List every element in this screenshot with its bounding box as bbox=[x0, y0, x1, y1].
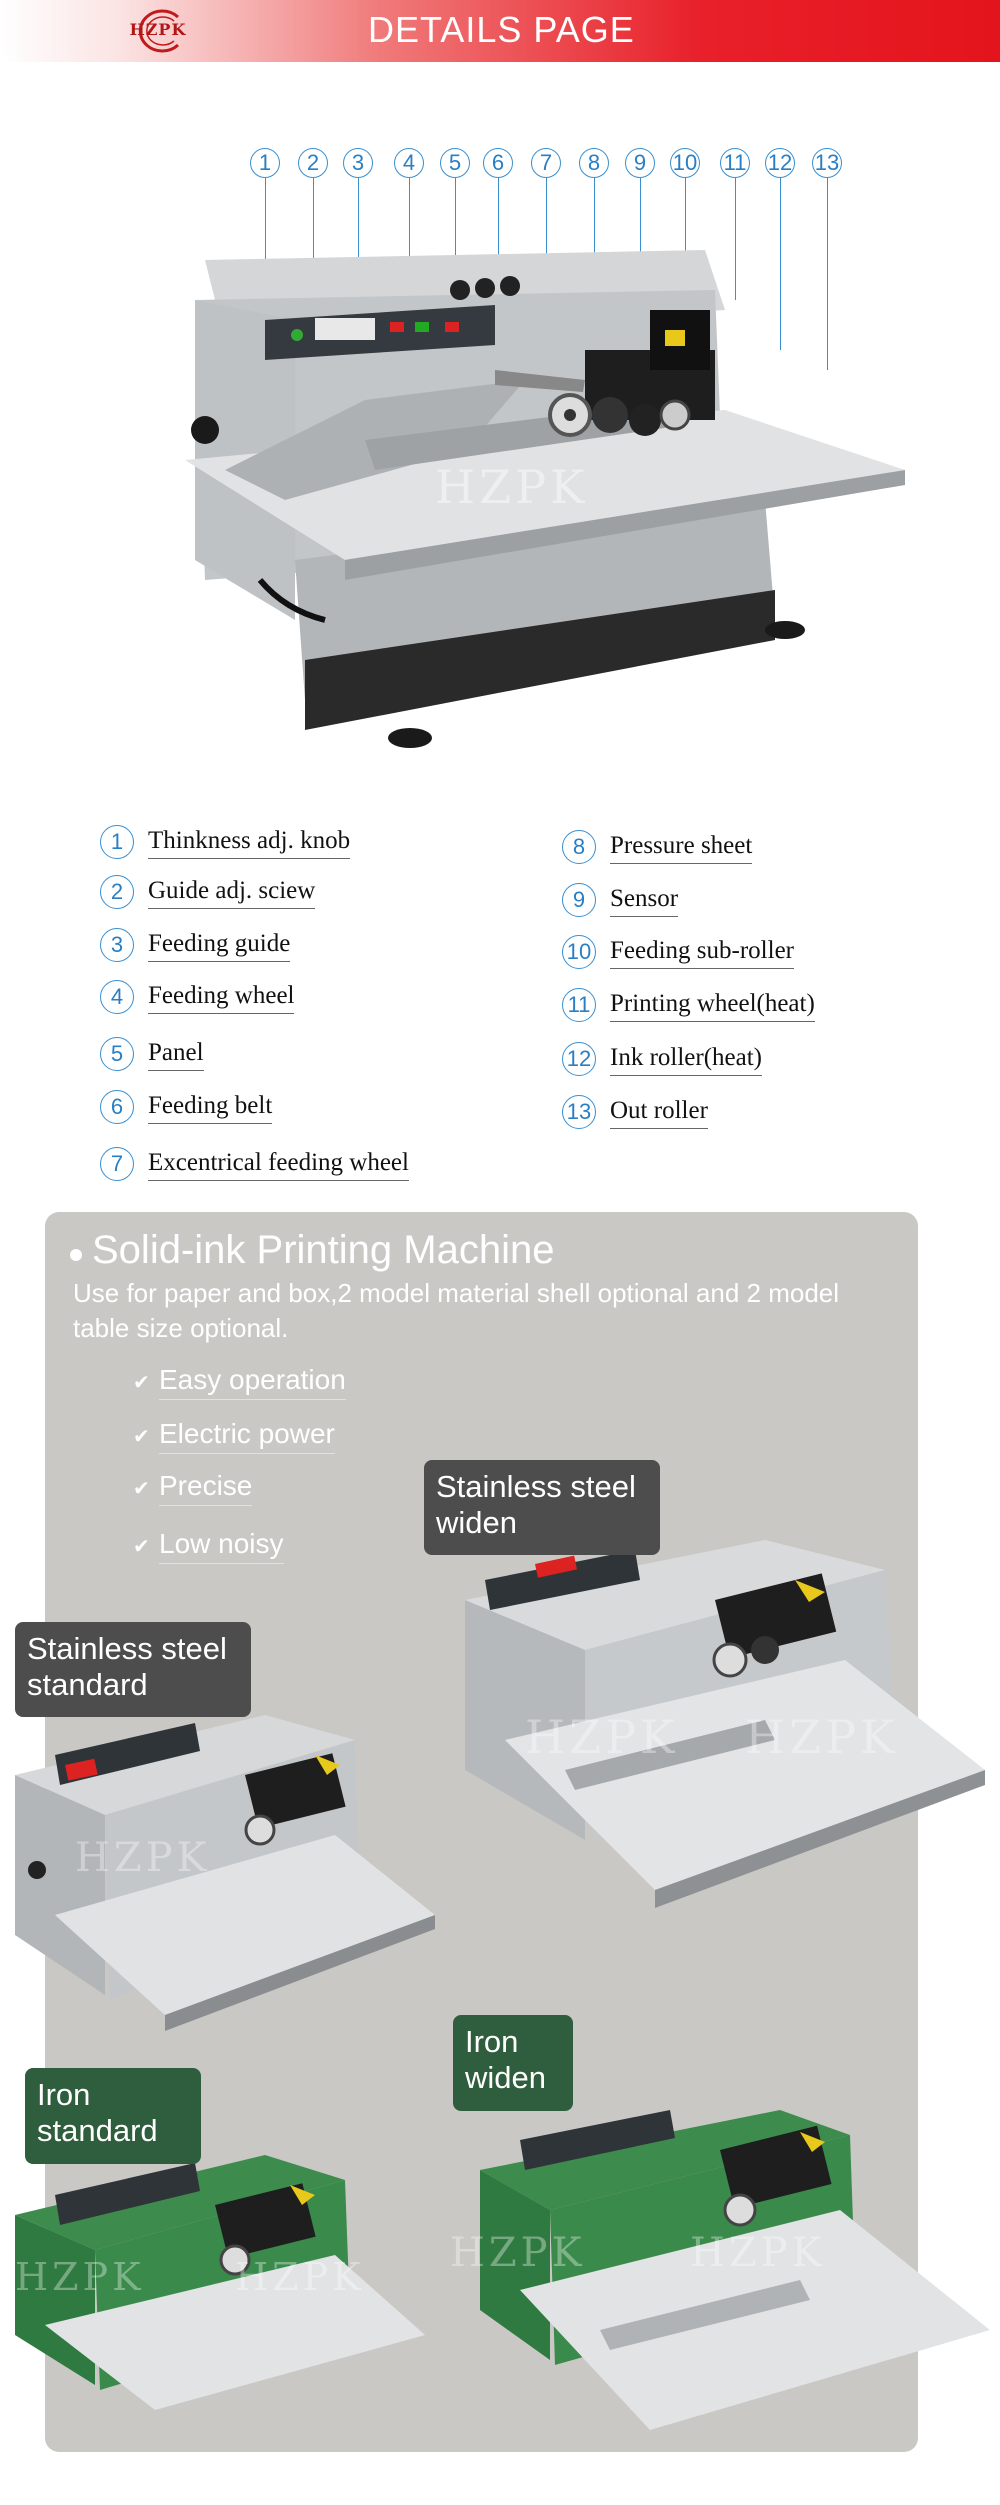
callout-number: 13 bbox=[812, 148, 842, 178]
image-watermark: HZPK bbox=[745, 1710, 899, 1764]
callout-number: 4 bbox=[394, 148, 424, 178]
feature-label: Precise bbox=[159, 1470, 252, 1506]
stainless-standard-image bbox=[15, 1715, 435, 2050]
legend-label: Thinkness adj. knob bbox=[148, 827, 350, 859]
callout-number: 8 bbox=[579, 148, 609, 178]
legend-label: Feeding belt bbox=[148, 1092, 272, 1124]
callout-number: 1 bbox=[250, 148, 280, 178]
variant-tag-stainless-widen: Stainless steel widen bbox=[424, 1460, 660, 1555]
callout-number: 2 bbox=[298, 148, 328, 178]
legend-label: Out roller bbox=[610, 1097, 708, 1129]
image-watermark: HZPK bbox=[690, 2230, 826, 2276]
product-title: Solid-ink Printing Machine bbox=[92, 1228, 555, 1272]
hzpk-logo bbox=[128, 8, 188, 54]
legend-label: Ink roller(heat) bbox=[610, 1044, 762, 1076]
hero-watermark: HZPK bbox=[435, 460, 589, 514]
callout-number: 12 bbox=[765, 148, 795, 178]
variant-tag-iron-standard: Iron standard bbox=[25, 2068, 201, 2164]
legend-number: 10 bbox=[562, 935, 596, 969]
callout-number: 5 bbox=[440, 148, 470, 178]
legend-label: Printing wheel(heat) bbox=[610, 990, 815, 1022]
iron-widen-image bbox=[450, 2110, 990, 2435]
variant-tag-iron-widen: Iron widen bbox=[453, 2015, 573, 2111]
feature-label: Electric power bbox=[159, 1418, 335, 1454]
check-icon: ✔ bbox=[133, 1424, 150, 1448]
legend-label: Feeding guide bbox=[148, 930, 290, 962]
legend-label: Feeding sub-roller bbox=[610, 937, 794, 969]
legend-number: 12 bbox=[562, 1042, 596, 1076]
callout-number: 9 bbox=[625, 148, 655, 178]
legend-number: 4 bbox=[100, 980, 134, 1014]
feature-label: Easy operation bbox=[159, 1364, 346, 1400]
legend-label: Pressure sheet bbox=[610, 832, 752, 864]
legend-label: Feeding wheel bbox=[148, 982, 294, 1014]
page-header bbox=[0, 0, 1000, 62]
feature-label: Low noisy bbox=[159, 1528, 284, 1564]
check-icon: ✔ bbox=[133, 1534, 150, 1558]
legend-number: 13 bbox=[562, 1095, 596, 1129]
callout-number: 6 bbox=[483, 148, 513, 178]
check-icon: ✔ bbox=[133, 1476, 150, 1500]
image-watermark: HZPK bbox=[75, 1835, 211, 1881]
machine-diagram-image bbox=[165, 140, 925, 780]
legend-number: 2 bbox=[100, 875, 134, 909]
legend-number: 7 bbox=[100, 1147, 134, 1181]
callout-number: 3 bbox=[343, 148, 373, 178]
legend-number: 1 bbox=[100, 825, 134, 859]
image-watermark: HZPK bbox=[525, 1710, 679, 1764]
legend-number: 5 bbox=[100, 1037, 134, 1071]
title-bullet-icon bbox=[70, 1249, 82, 1261]
callout-number: 11 bbox=[720, 148, 750, 178]
legend-number: 3 bbox=[100, 928, 134, 962]
iron-standard-image bbox=[15, 2155, 425, 2420]
legend-number: 8 bbox=[562, 830, 596, 864]
check-icon: ✔ bbox=[133, 1370, 150, 1394]
logo-text: HZPK bbox=[129, 20, 187, 39]
callout-number: 7 bbox=[531, 148, 561, 178]
image-watermark: HZPK bbox=[450, 2230, 586, 2276]
legend-label: Panel bbox=[148, 1039, 204, 1071]
legend-number: 6 bbox=[100, 1090, 134, 1124]
image-watermark: HZPK bbox=[15, 2255, 145, 2299]
variant-tag-stainless-standard: Stainless steel standard bbox=[15, 1622, 251, 1717]
legend-label: Excentrical feeding wheel bbox=[148, 1149, 409, 1181]
callout-number: 10 bbox=[670, 148, 700, 178]
legend-label: Sensor bbox=[610, 885, 678, 917]
legend-number: 11 bbox=[562, 988, 596, 1022]
legend-label: Guide adj. sciew bbox=[148, 877, 315, 909]
page-title: DETAILS PAGE bbox=[368, 9, 635, 50]
stainless-widen-image bbox=[465, 1540, 985, 1975]
product-description: Use for paper and box,2 model material shell optional and 2 model table size optional. bbox=[73, 1278, 840, 1343]
image-watermark: HZPK bbox=[235, 2255, 365, 2299]
legend-number: 9 bbox=[562, 883, 596, 917]
